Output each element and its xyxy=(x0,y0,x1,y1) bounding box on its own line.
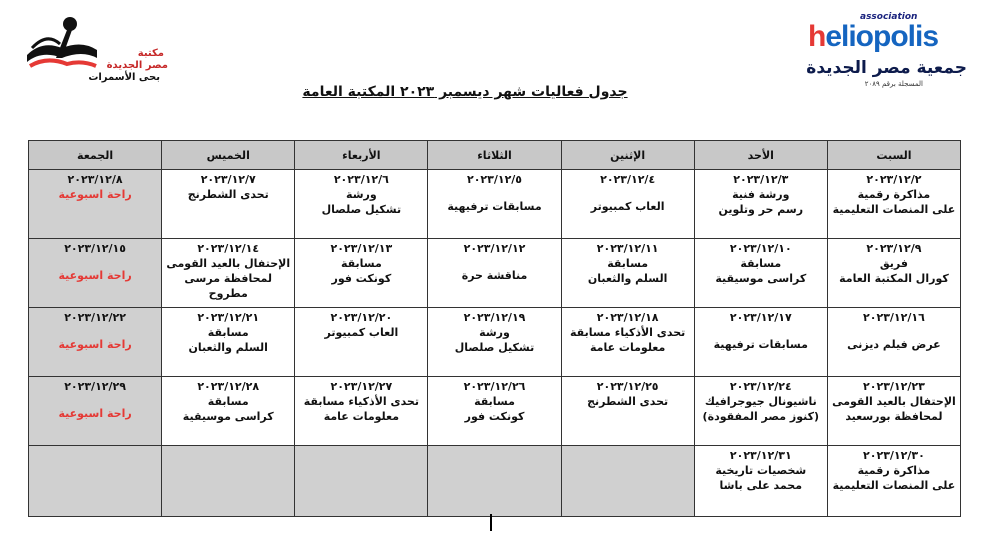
day-cell xyxy=(428,377,561,446)
library-logo-line-1: مكتبة xyxy=(137,48,164,59)
activity-text: (كنوز مصر المفقودة) xyxy=(702,410,820,423)
activity-text: ورشة فنية xyxy=(732,188,790,201)
cell-date: ٢٠٢٣/١٢/١٢ xyxy=(463,242,526,255)
day-cell xyxy=(561,308,694,377)
day-cell xyxy=(295,170,428,239)
activity-text: لمحافظة مرسى مطروح xyxy=(184,272,273,300)
cell-spacer xyxy=(32,394,158,406)
day-header-row xyxy=(29,141,961,170)
cell-date: ٢٠٢٣/١٢/٢٨ xyxy=(197,380,260,393)
activity-text: كراسى موسيقية xyxy=(182,410,274,423)
day-header-2: الإثنين xyxy=(561,141,694,170)
day-cell xyxy=(561,170,694,239)
page-title: جدول فعاليات شهر ديسمبر ٢٠٢٣ المكتبة العامة xyxy=(302,84,628,100)
cell-date: ٢٠٢٣/١٢/٣ xyxy=(733,173,789,186)
cell-spacer xyxy=(831,325,957,337)
activity-text: ورشة xyxy=(479,326,510,339)
activity-text: معلومات عامة xyxy=(589,341,666,354)
cell-date: ٢٠٢٣/١٢/٢٥ xyxy=(596,380,659,393)
cell-date: ٢٠٢٣/١٢/٤ xyxy=(600,173,656,186)
schedule-table xyxy=(28,140,961,517)
logo-arabic-name: جمعية مصر الجديدة xyxy=(806,58,967,78)
cell-date: ٢٠٢٣/١٢/٥ xyxy=(466,173,523,186)
week-row xyxy=(29,377,961,446)
day-cell xyxy=(428,239,561,308)
activity-text: مناقشة حرة xyxy=(461,269,528,282)
activity-text: مسابقات ترفيهية xyxy=(447,200,542,213)
activity-text: كراسى موسيقية xyxy=(715,272,807,285)
activity-text: مذاكرة رقمية xyxy=(857,464,931,477)
day-cell xyxy=(827,170,960,239)
activity-text: مسابقة xyxy=(340,257,382,270)
day-header-6: الجمعة xyxy=(29,141,162,170)
week-row xyxy=(29,239,961,308)
activity-text: معلومات عامة xyxy=(323,410,400,423)
activity-text: شخصيات تاريخية xyxy=(715,464,807,477)
activity-text: تشكيل صلصال xyxy=(321,203,402,216)
activity-text: الإحتفال بالعيد القومى xyxy=(832,395,956,408)
day-cell xyxy=(827,446,960,517)
day-cell xyxy=(694,170,827,239)
rest-label: راحة اسبوعية xyxy=(58,269,132,282)
cell-spacer xyxy=(698,325,824,337)
cell-spacer xyxy=(32,325,158,337)
cell-date: ٢٠٢٣/١٢/٣١ xyxy=(729,449,792,462)
day-cell xyxy=(428,308,561,377)
day-header-3: الثلاثاء xyxy=(428,141,561,170)
activity-text: كونكت فور xyxy=(331,272,392,285)
cell-date: ٢٠٢٣/١٢/٧ xyxy=(200,173,256,186)
empty-cell xyxy=(428,446,561,517)
day-cell xyxy=(162,239,295,308)
rest-label: راحة اسبوعية xyxy=(58,188,132,201)
rest-label: راحة اسبوعية xyxy=(58,407,132,420)
activity-text: الإحتفال بالعيد القومى xyxy=(166,257,291,270)
cell-date: ٢٠٢٣/١٢/١٩ xyxy=(463,311,526,324)
cell-date: ٢٠٢٣/١٢/٩ xyxy=(866,242,922,255)
activity-text: السلم والثعبان xyxy=(587,272,668,285)
library-logo xyxy=(22,10,172,100)
cell-date: ٢٠٢٣/١٢/٣٠ xyxy=(863,449,925,462)
empty-cell xyxy=(295,446,428,517)
day-cell xyxy=(29,170,162,239)
activity-text: لمحافظة بورسعيد xyxy=(845,410,943,423)
cell-date: ٢٠٢٣/١٢/١٤ xyxy=(197,242,260,255)
logo-brand-rest: eliopolis xyxy=(825,20,939,53)
cell-date: ٢٠٢٣/١٢/٢٦ xyxy=(463,380,526,393)
day-cell xyxy=(827,377,960,446)
day-header-4: الأربعاء xyxy=(295,141,428,170)
activity-text: مسابقة xyxy=(607,257,649,270)
empty-cell xyxy=(29,446,162,517)
text-cursor xyxy=(490,514,492,531)
activity-text: على المنصات التعليمية xyxy=(832,479,956,492)
week-row xyxy=(29,170,961,239)
day-cell xyxy=(694,446,827,517)
activity-text: تحدى الأذكياء مسابقة xyxy=(303,395,419,408)
day-cell xyxy=(29,377,162,446)
logo-brand xyxy=(808,20,938,54)
empty-cell xyxy=(162,446,295,517)
activity-text: تشكيل صلصال xyxy=(454,341,535,354)
activity-text: عرض فيلم ديزنى xyxy=(847,338,941,351)
day-cell xyxy=(162,170,295,239)
cell-date: ٢٠٢٣/١٢/٢ xyxy=(866,173,922,186)
activity-text: السلم والثعبان xyxy=(188,341,268,354)
cell-date: ٢٠٢٣/١٢/٨ xyxy=(67,173,123,186)
day-cell xyxy=(561,239,694,308)
library-logo-line-3: بحى الأسمرات xyxy=(88,72,160,83)
cell-spacer xyxy=(32,256,158,268)
cell-date: ٢٠٢٣/١٢/١٨ xyxy=(596,311,659,324)
activity-text: كونكت فور xyxy=(464,410,525,423)
activity-text: فريق xyxy=(879,257,908,270)
activity-text: مسابقة xyxy=(207,395,249,408)
cell-date: ٢٠٢٣/١٢/٢٧ xyxy=(330,380,393,393)
activity-text: العاب كمبيوتر xyxy=(590,200,665,213)
activity-text: تحدى الشطرنج xyxy=(587,395,669,408)
activity-text: ورشة xyxy=(346,188,377,201)
day-header-5: الخميس xyxy=(162,141,295,170)
week-row xyxy=(29,446,961,517)
cell-date: ٢٠٢٣/١٢/١٣ xyxy=(330,242,393,255)
activity-text: مسابقات ترفيهية xyxy=(713,338,808,351)
day-cell xyxy=(694,308,827,377)
cell-date: ٢٠٢٣/١٢/١٥ xyxy=(64,242,126,255)
week-row xyxy=(29,308,961,377)
rest-label: راحة اسبوعية xyxy=(58,338,132,351)
cell-date: ٢٠٢٣/١٢/١١ xyxy=(596,242,659,255)
activity-text: رسم حر وتلوين xyxy=(718,203,804,216)
cell-date: ٢٠٢٣/١٢/١٧ xyxy=(729,311,792,324)
cell-date: ٢٠٢٣/١٢/١٦ xyxy=(863,311,925,324)
cell-date: ٢٠٢٣/١٢/٢٩ xyxy=(64,380,126,393)
activity-text: تحدى الأذكياء مسابقة xyxy=(570,326,686,339)
day-cell xyxy=(29,308,162,377)
day-cell xyxy=(162,308,295,377)
activity-text: محمد على باشا xyxy=(719,479,803,492)
cell-date: ٢٠٢٣/١٢/٢٤ xyxy=(729,380,792,393)
cell-spacer xyxy=(431,256,557,268)
cell-spacer xyxy=(565,187,691,199)
day-cell xyxy=(694,239,827,308)
logo-association-text: association xyxy=(860,12,918,22)
day-cell xyxy=(561,377,694,446)
day-cell xyxy=(295,308,428,377)
activity-text: مذاكرة رقمية xyxy=(857,188,931,201)
day-cell xyxy=(162,377,295,446)
logo-registration: المسجلة برقم ٢٠٨٩ xyxy=(864,80,923,88)
activity-text: على المنصات التعليمية xyxy=(832,203,956,216)
cell-spacer xyxy=(431,187,557,199)
cell-date: ٢٠٢٣/١٢/٢٣ xyxy=(863,380,925,393)
cell-date: ٢٠٢٣/١٢/٦ xyxy=(333,173,389,186)
activity-text: مسابقة xyxy=(474,395,515,408)
cell-date: ٢٠٢٣/١٢/٢٠ xyxy=(330,311,393,324)
book-pen-icon xyxy=(22,10,102,80)
logo-brand-h: h xyxy=(808,20,826,53)
cell-date: ٢٠٢٣/١٢/٢٢ xyxy=(64,311,126,324)
cell-date: ٢٠٢٣/١٢/٢١ xyxy=(197,311,260,324)
cell-date: ٢٠٢٣/١٢/١٠ xyxy=(729,242,792,255)
day-cell xyxy=(827,239,960,308)
library-logo-line-2: مصر الجديدة xyxy=(106,60,168,71)
day-header-0: السبت xyxy=(827,141,960,170)
day-cell xyxy=(29,239,162,308)
activity-text: تحدى الشطرنج xyxy=(187,188,269,201)
activity-text: مسابقة xyxy=(740,257,782,270)
day-cell xyxy=(295,377,428,446)
day-cell xyxy=(694,377,827,446)
day-cell xyxy=(295,239,428,308)
activity-text: مسابقة xyxy=(207,326,249,339)
activity-text: العاب كمبيوتر xyxy=(324,326,399,339)
empty-cell xyxy=(561,446,694,517)
activity-text: كورال المكتبة العامة xyxy=(839,272,949,285)
day-cell xyxy=(428,170,561,239)
day-cell xyxy=(827,308,960,377)
heliopolis-logo xyxy=(808,12,973,92)
day-header-1: الأحد xyxy=(694,141,827,170)
activity-text: ناشيونال جيوجرافيك xyxy=(704,395,817,408)
